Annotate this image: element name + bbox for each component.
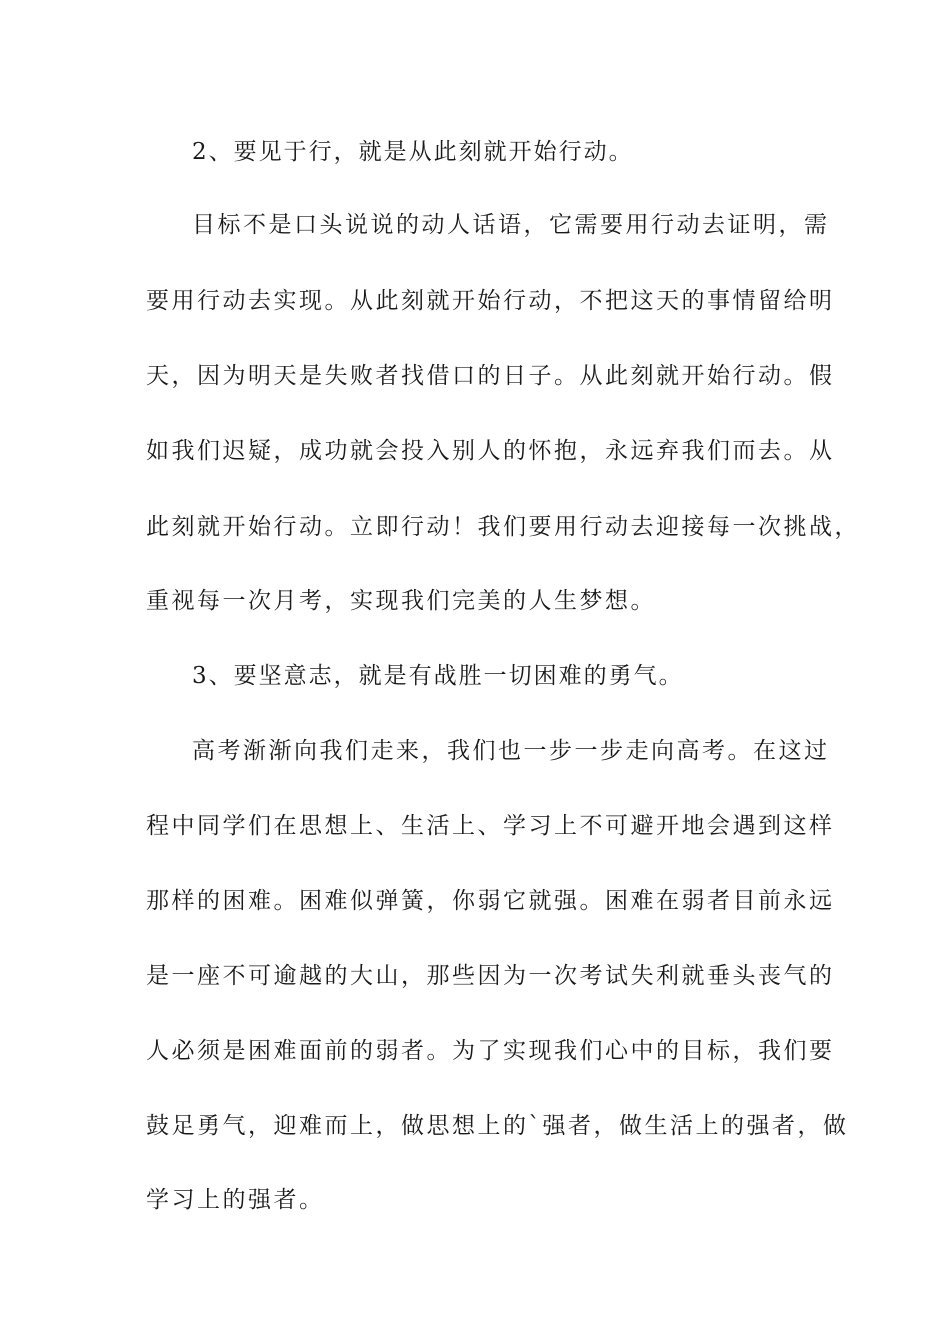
paragraph-line: 人必须是困难面前的弱者。为了实现我们心中的目标，我们要 [146,1038,835,1064]
paragraph-line: 程中同学们在思想上、生活上、学习上不可避开地会遇到这样 [146,813,835,839]
paragraph-line: 此刻就开始行动。立即行动！我们要用行动去迎接每一次挑战， [146,514,860,540]
paragraph-line: 是一座不可逾越的大山，那些因为一次考试失利就垂头丧气的 [146,963,835,989]
paragraph-line: 学习上的强者。 [146,1187,325,1213]
paragraph-line: 要用行动去实现。从此刻就开始行动，不把这天的事情留给明 [146,288,835,314]
paragraph-line: 重视每一次月考，实现我们完美的人生梦想。 [146,588,656,614]
section-heading-3: 3、要坚意志，就是有战胜一切困难的勇气。 [192,663,684,689]
paragraph-line: 鼓足勇气，迎难而上，做思想上的`强者，做生活上的强者，做 [146,1113,849,1139]
section-heading-2: 2、要见于行，就是从此刻就开始行动。 [192,139,634,165]
paragraph-line: 高考渐渐向我们走来，我们也一步一步走向高考。在这过 [192,738,830,764]
paragraph-line: 如我们迟疑，成功就会投入别人的怀抱，永远弃我们而去。从 [146,438,835,464]
paragraph-line: 目标不是口头说说的动人话语，它需要用行动去证明，需 [192,212,830,238]
paragraph-line: 那样的困难。困难似弹簧，你弱它就强。困难在弱者目前永远 [146,888,835,914]
paragraph-line: 天，因为明天是失败者找借口的日子。从此刻就开始行动。假 [146,363,835,389]
